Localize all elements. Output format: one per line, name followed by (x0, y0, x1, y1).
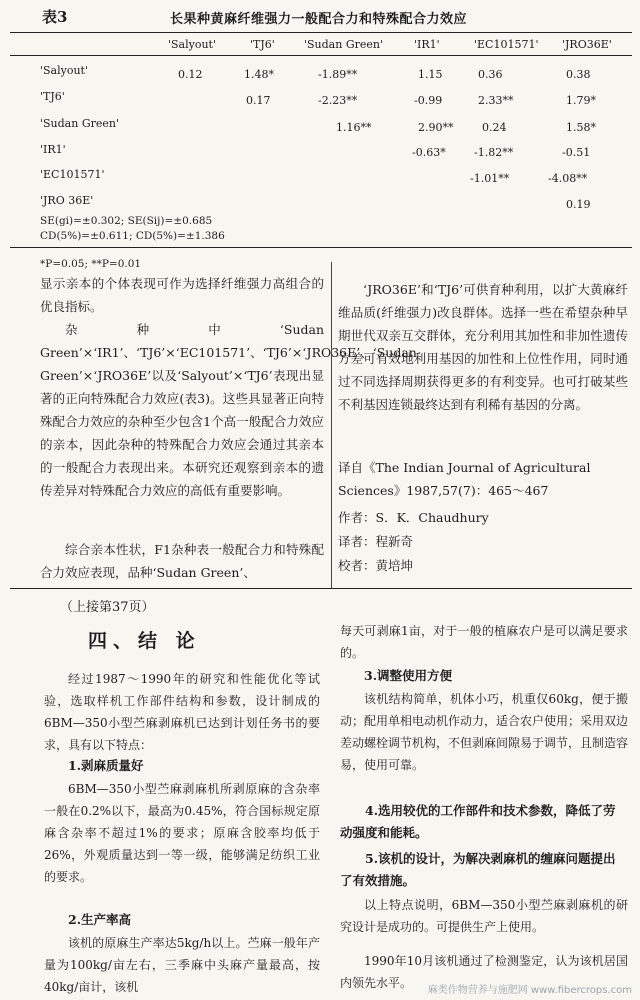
column-header: 'Salyout' (168, 38, 217, 51)
significance-note: *P=0.05; **P=0.01 (40, 258, 142, 270)
table-cell: 0.38 (566, 68, 591, 81)
table-cell: 0.24 (482, 121, 507, 134)
column-divider (331, 262, 332, 588)
subheading: 2.生产率高 (68, 912, 132, 927)
table-cell: 0.36 (478, 68, 503, 81)
paragraph: 杂种中‘Sudan Green’×‘IR1’、‘TJ6’×‘EC101571’、‘TJ6’×‘JRO36E’、‘Sudan Green’×‘JRO36E’以及‘Salyout’×‘TJ6’表现出显著的正向特殊配合力效应(表3)。这些具显著正向特殊配合力效应的杂种至少包含1个高一般配合力效应的亲本，因此杂种的特殊配合力效应会通过其亲本的一般配合力表现出来。本研究还观察到亲本的遗传差异对特殊配合力效应的高低有重要影响。 (40, 322, 417, 498)
paragraph: 显示亲本的个体表现可作为选择纤维强力高组合的优良指标。 (40, 276, 324, 314)
paragraph: 1990年10月该机通过了检测鉴定，认为该机居国内领先水平。 (340, 954, 628, 990)
column-header: 'JRO36E' (562, 38, 612, 51)
row-label: 'Salyout' (40, 64, 89, 77)
section-rule (10, 588, 632, 589)
table-header-rule (10, 55, 632, 56)
proofreader-line: 校者：黄培坤 (338, 558, 414, 573)
paragraph: 6BM—350小型苎麻剥麻机所剥原麻的含杂率一般在0.2%以下，最高为0.45%，符合国标规定原麻含杂率不超过1%的要求；原麻含胶率均低于26%，外观质量达到一等一级，能够满足纺织工业的要求。 (44, 782, 320, 884)
se-line: SE(gi)=±0.302; SE(Sij)=±0.685 (40, 215, 213, 227)
table-cell: -4.08** (548, 172, 588, 185)
source-citation: 译自《The Indian Journal of Agricultural Sciences》1987,57(7)：465～467 (338, 460, 591, 498)
paragraph: 该机的原麻生产率达5kg/h以上。苎麻一般年产量为100kg/亩左右，三季麻中头麻产量最高，按40kg/亩计，该机 (44, 936, 320, 994)
section-title: 四、结 论 (88, 630, 201, 652)
translator-line: 译者：程新奇 (338, 534, 414, 549)
table-cell: 0.12 (178, 68, 203, 81)
table-cell: -0.99 (414, 94, 443, 107)
row-label: 'Sudan Green' (40, 117, 119, 130)
row-label: 'EC101571' (40, 168, 105, 181)
continued-from: （上接第37页） (60, 600, 155, 615)
table-cell: -0.51 (562, 146, 591, 159)
table-cell: 0.19 (566, 198, 591, 211)
paragraph: ‘JRO36E’和‘TJ6’可供育种利用，以扩大黄麻纤维品质(纤维强力)改良群体。选择一些在希望杂种早期世代双亲互交群体，充分利用其加性和非加性遗传方差可有效地利用基因的加性和上位性作用，同时通过不同选择周期获得更多的有利变异。也可打破某些不利基因连锁最终达到有利稀有基因的分离。 (338, 282, 628, 412)
subheading: 3.调整使用方便 (364, 668, 453, 683)
table-cell: -2.23** (318, 94, 358, 107)
paragraph: 经过1987～1990年的研究和性能优化等试验，选取样机工作部件结构和参数，设计制成的6BM—350小型苎麻剥麻机已达到计划任务书的要求，具有以下特点： (44, 672, 320, 752)
table-cell: 0.17 (246, 94, 271, 107)
paragraph: 以上特点说明，6BM—350小型苎麻剥麻机的研究设计是成功的。可提供生产上使用。 (340, 898, 628, 934)
table-cell: 1.48* (244, 68, 274, 81)
row-label: 'JRO 36E' (40, 194, 94, 207)
row-label: 'TJ6' (40, 90, 65, 103)
table-top-rule (10, 32, 632, 33)
table-cell: 1.58* (566, 121, 596, 134)
subheading: 5.该机的设计，为解决剥麻机的缠麻问题提出了有效措施。 (340, 851, 616, 888)
column-header: 'EC101571' (474, 38, 539, 51)
subheading: 4.选用较优的工作部件和技术参数，降低了劳动强度和能耗。 (340, 803, 616, 840)
column-header: 'TJ6' (250, 38, 275, 51)
table-cell: -1.82** (474, 146, 514, 159)
table-number: 表3 (42, 8, 68, 26)
table-cell: -0.63* (412, 146, 446, 159)
table-cell: 1.16** (336, 121, 372, 134)
column-header: 'Sudan Green' (304, 38, 383, 51)
subheading: 1.剥麻质量好 (68, 758, 144, 773)
watermark: 麻类作物营养与施肥网 www.fibercrops.com (427, 985, 632, 996)
table-cell: -1.89** (318, 68, 358, 81)
paragraph: 该机结构简单，机体小巧，机重仅60kg，便于搬动；配用单相电动机作动力，适合农户使用；采用双边差动螺栓调节机构，不但剥麻间隙易于调节，且制造容易，使用可靠。 (340, 692, 629, 772)
cd-line: CD(5%)=±0.611; CD(5%)=±1.386 (40, 230, 225, 242)
table-cell: 1.15 (418, 68, 443, 81)
column-header: 'IR1' (414, 38, 440, 51)
table-bottom-rule (10, 247, 632, 248)
table-title: 长果种黄麻纤维强力一般配合力和特殊配合力效应 (170, 12, 468, 27)
table-cell: 2.33** (478, 94, 514, 107)
table-cell: 1.79* (566, 94, 596, 107)
paragraph: 每天可剥麻1亩，对于一般的植麻农户是可以满足要求的。 (340, 624, 628, 660)
table-cell: 2.90** (418, 121, 454, 134)
table-cell: -1.01** (470, 172, 510, 185)
paragraph: 综合亲本性状，F1杂种表一般配合力和特殊配合力效应表现，品种‘Sudan Green’、 (40, 542, 324, 580)
row-label: 'IR1' (40, 143, 66, 156)
author-line: 作者：S．K．Chaudhury (338, 510, 489, 525)
